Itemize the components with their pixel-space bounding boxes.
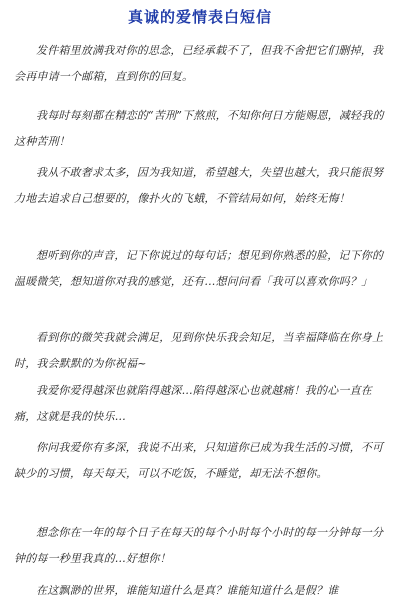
paragraph-6: 我爱你爱得越深也就陷得越深…陷得越深心也就越痛！我的心一直在痛，这就是我的快乐… — [14, 384, 372, 423]
paragraph-4: 想听到你的声音，记下你说过的每句话；想见到你熟悉的脸，记下你的温暖微笑，想知道你对我的感觉，还有…想问问看「我可以喜欢你吗？」 — [14, 249, 384, 288]
paragraph-3: 我从不敢奢求太多，因为我知道，希望越大，失望也越大，我只能很努力地去追求自己想要的，像扑火的飞蛾，不管结局如何，始终无悔！ — [14, 166, 384, 205]
paragraph-1: 发件箱里放满我对你的思念，已经承载不了，但我不舍把它们删掉，我会再申请一个邮箱，直到你的回复。 — [14, 44, 384, 83]
paragraph-8: 想念你在一年的每个日子在每天的每个小时每个小时的每一分钟每一分钟的每一秒里我真的…好想你！ — [14, 526, 384, 565]
document-title: 真诚的爱情表白短信 — [127, 8, 272, 26]
paragraph-7: 你问我爱你有多深，我说不出来，只知道你已成为我生活的习惯，不可缺少的习惯，每天每天，可以不吃饭，不睡觉，却无法不想你。 — [14, 441, 384, 480]
paragraph-2: 我每时每刻都在精恋的“苦刑”下熬煎，不知你何日方能赐恩，减轻我的这种苦刑！ — [14, 109, 384, 148]
paragraph-5: 看到你的微笑我就会满足，见到你快乐我会知足，当幸福降临在你身上时，我会默默的为你祝福~ — [14, 331, 384, 370]
paragraph-9: 在这飘渺的世界，谁能知道什么是真？谁能知道什么是假？谁 — [36, 584, 339, 597]
